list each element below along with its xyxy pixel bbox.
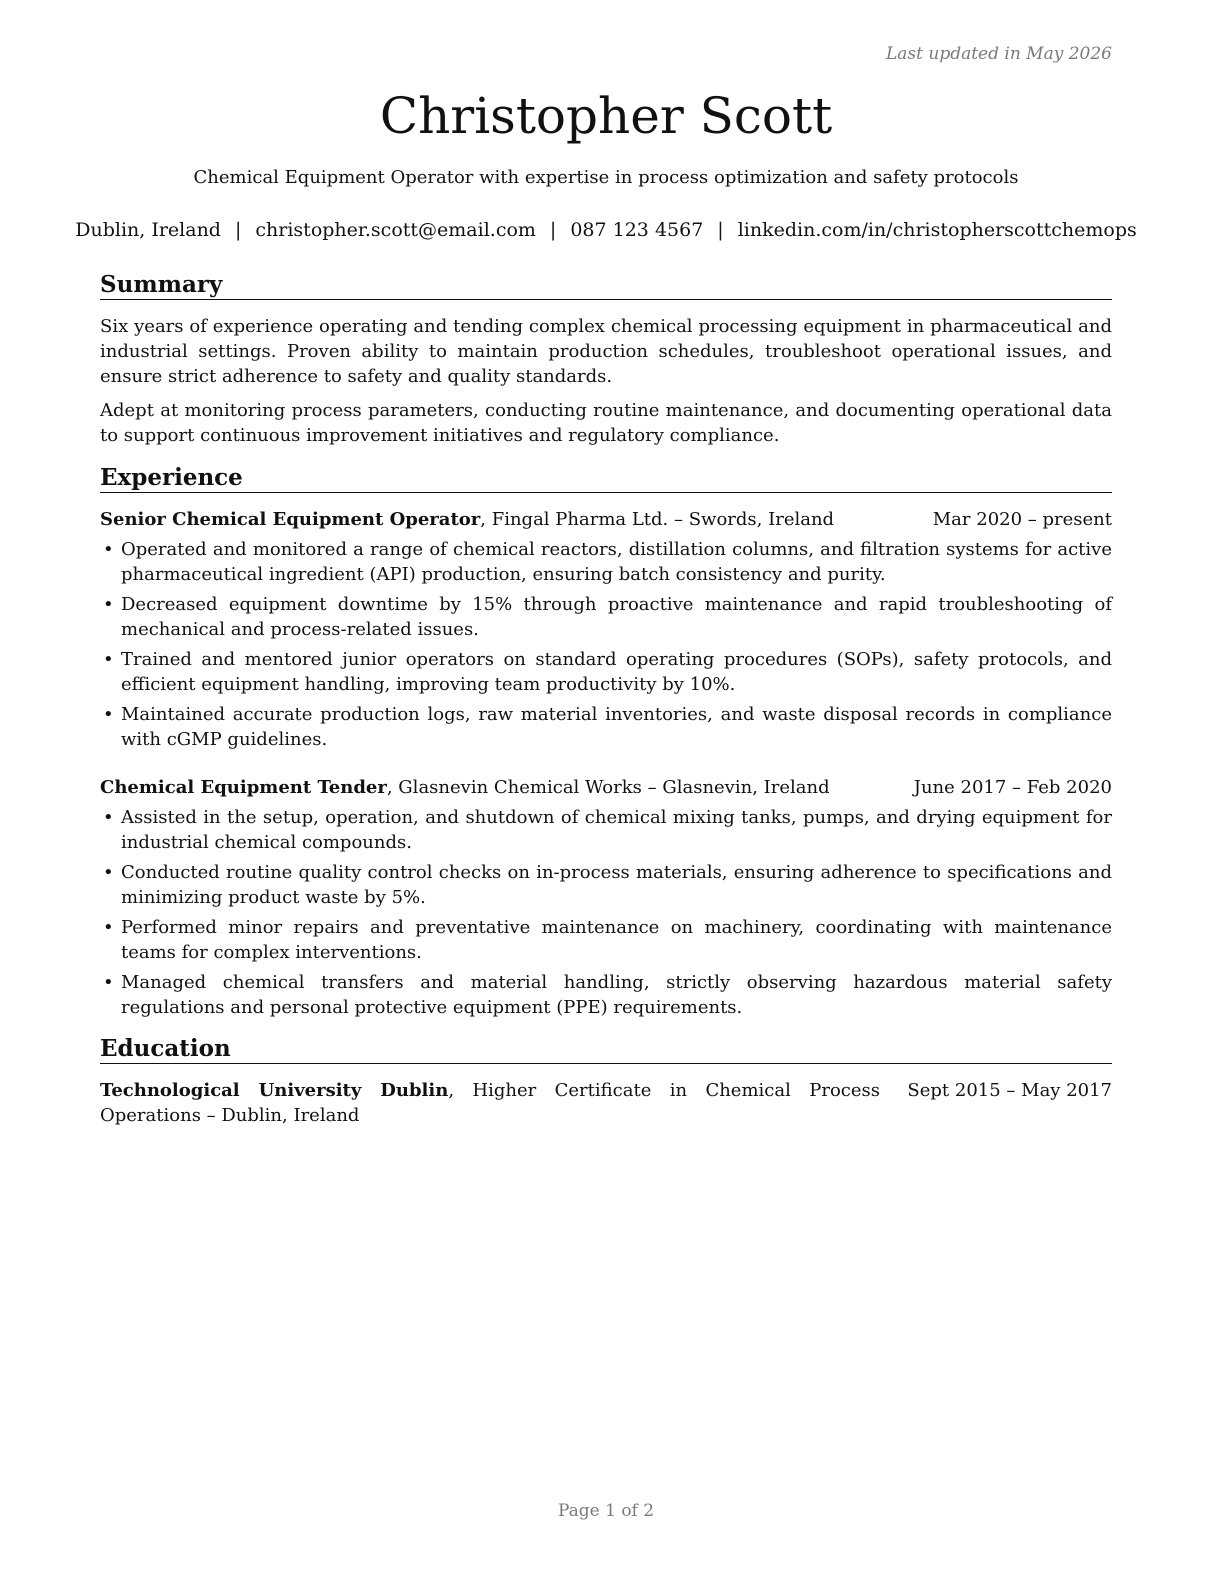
education-dates: Sept 2015 – May 2017 <box>907 1080 1112 1101</box>
bullet-text: Trained and mentored junior operators on standard operating procedures (SOPs), safety protocols, and efficient equipment handling, improving team productivity by 10%. <box>121 649 1112 695</box>
job-header <box>100 775 1112 800</box>
bullet-icon: • <box>103 862 114 883</box>
contact-phone[interactable]: 087 123 4567 <box>570 219 704 241</box>
bullet-text: Conducted routine quality control checks on in-process materials, ensuring adherence to specifications and minimizing product waste by 5%. <box>121 862 1112 908</box>
bullet-text: Maintained accurate production logs, raw material inventories, and waste disposal records in compliance with cGMP guidelines. <box>121 704 1112 750</box>
summary-paragraph: Adept at monitoring process parameters, conducting routine maintenance, and documenting operational data to support continuous improvement initiatives and regulatory compliance. <box>100 400 1112 446</box>
job-bullets <box>100 537 1112 757</box>
job-company: , Fingal Pharma Ltd. – Swords, Ireland <box>480 509 835 530</box>
tagline: Chemical Equipment Operator with expertise in process optimization and safety protocols <box>193 167 1019 188</box>
job-header <box>100 507 1112 532</box>
bullet-icon: • <box>103 649 114 670</box>
job-title: Senior Chemical Equipment Operator <box>100 509 481 530</box>
education-entry <box>100 1078 1112 1128</box>
bullet-icon: • <box>103 594 114 615</box>
job-title: Chemical Equipment Tender <box>100 777 387 798</box>
list-item <box>100 702 1112 752</box>
contact-separator: | <box>717 219 724 241</box>
contact-line <box>60 219 1152 241</box>
section-title-summary: Summary <box>100 271 1112 300</box>
bullet-icon: • <box>103 704 114 725</box>
bullet-icon: • <box>103 807 114 828</box>
candidate-name: Christopher Scott <box>379 87 833 145</box>
education-detail-block <box>100 1078 880 1128</box>
education-detail: , Higher Certificate in Chemical Process Operations – Dublin, Ireland <box>100 1080 880 1126</box>
bullet-icon: • <box>103 917 114 938</box>
job-dates: June 2017 – Feb 2020 <box>913 777 1112 798</box>
last-updated: Last updated in May 2026 <box>885 44 1112 64</box>
bullet-text: Operated and monitored a range of chemical reactors, distillation columns, and filtration systems for active pharmaceutical ingredient (API) production, ensuring batch consistency and purity. <box>121 539 1112 585</box>
list-item <box>100 647 1112 697</box>
bullet-icon: • <box>103 539 114 560</box>
bullet-text: Decreased equipment downtime by 15% through proactive maintenance and rapid troubleshooting of mechanical and process-related issues. <box>121 594 1112 640</box>
job-bullets <box>100 805 1112 1025</box>
page-number: Page 1 of 2 <box>557 1501 655 1521</box>
job-company: , Glasnevin Chemical Works – Glasnevin, Ireland <box>386 777 830 798</box>
contact-separator: | <box>549 219 557 241</box>
list-item <box>100 970 1112 1020</box>
bullet-text: Managed chemical transfers and material handling, strictly observing hazardous material safety regulations and personal protective equipment (PPE) requirements. <box>121 972 1112 1018</box>
bullet-icon: • <box>103 972 114 993</box>
section-title-education: Education <box>100 1035 1112 1064</box>
school-name: Technological University Dublin <box>100 1080 449 1101</box>
list-item <box>100 592 1112 642</box>
bullet-text: Performed minor repairs and preventative maintenance on machinery, coordinating with maintenance teams for complex interventions. <box>121 917 1112 963</box>
contact-location: Dublin, Ireland <box>75 219 221 241</box>
resume-page <box>75 0 1137 1584</box>
summary-paragraph: Six years of experience operating and tending complex chemical processing equipment in pharmaceutical and industrial settings. Proven ability to maintain production schedules, troubleshoot operational issues, and ensure strict adherence to safety and quality standards. <box>100 316 1112 387</box>
contact-separator: | <box>234 219 242 241</box>
job-dates: Mar 2020 – present <box>932 509 1112 530</box>
list-item <box>100 805 1112 855</box>
contact-linkedin[interactable]: linkedin.com/in/christopherscottchemops <box>737 219 1137 241</box>
section-title-experience: Experience <box>100 464 1112 493</box>
list-item <box>100 537 1112 587</box>
bullet-text: Assisted in the setup, operation, and shutdown of chemical mixing tanks, pumps, and drying equipment for industrial chemical compounds. <box>121 807 1112 853</box>
list-item <box>100 915 1112 965</box>
contact-email[interactable]: christopher.scott@email.com <box>255 219 536 241</box>
list-item <box>100 860 1112 910</box>
